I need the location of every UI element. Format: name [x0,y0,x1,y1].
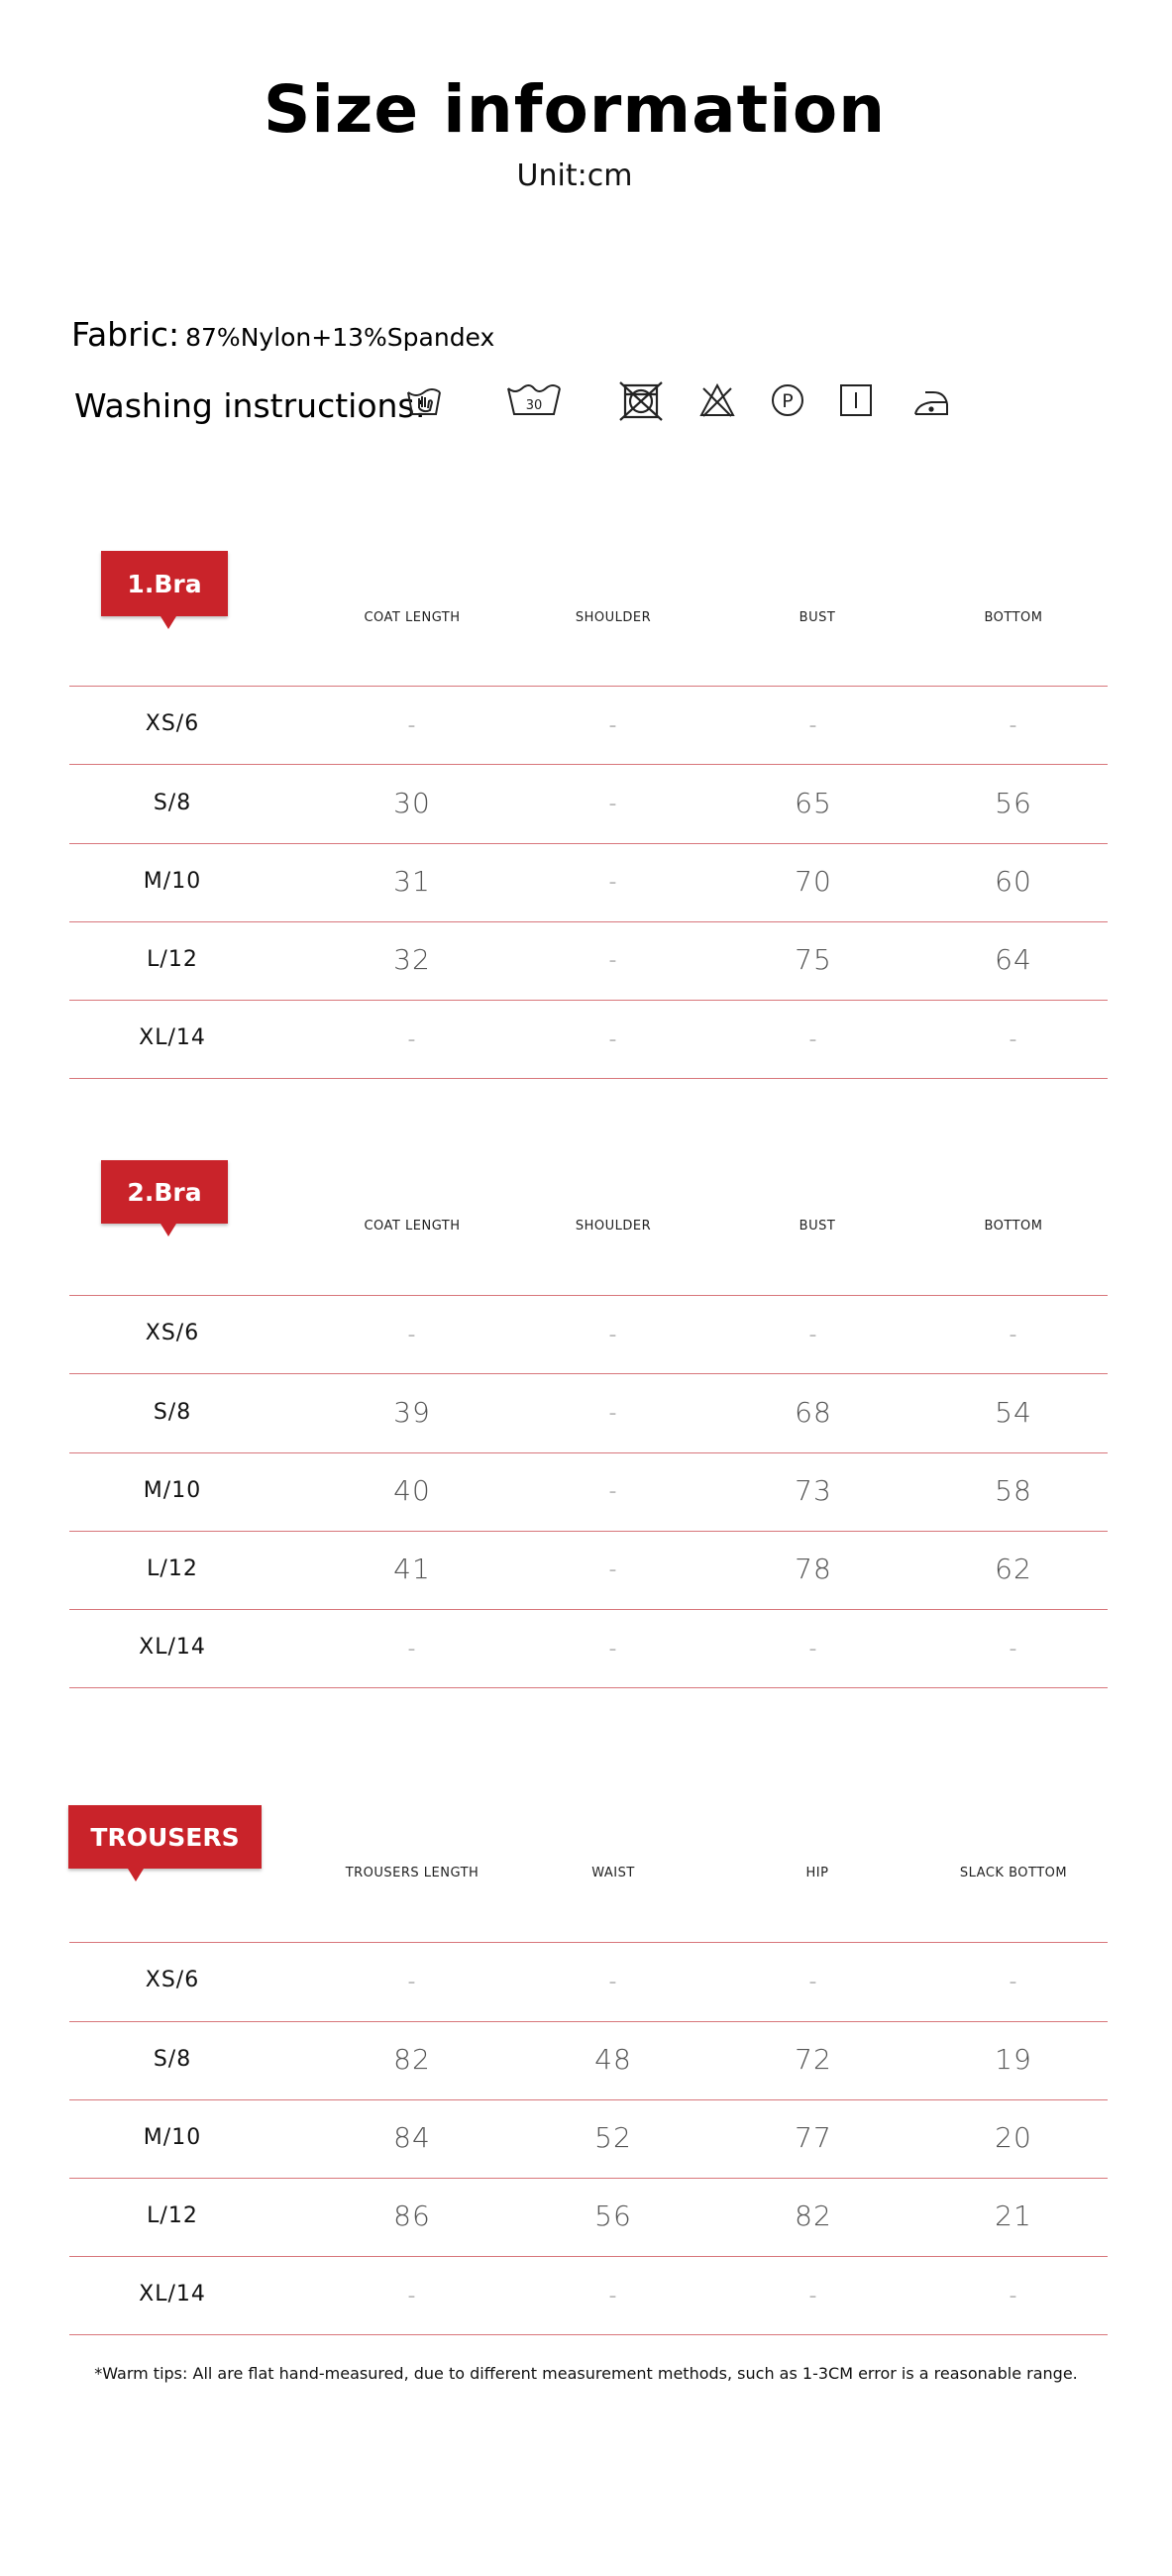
row-divider [69,1531,1108,1532]
size-label: XL/14 [139,1635,206,1660]
column-header: COAT LENGTH [364,1219,461,1234]
table-cell: - [407,2284,417,2308]
table-cell: 77 [795,2121,832,2154]
table-cell: - [407,713,417,738]
table-cell: 82 [393,2043,431,2076]
table-cell: 64 [995,943,1032,976]
do-not-bleach-icon [698,380,736,424]
size-label: XS/6 [145,1968,200,1992]
table-cell: 56 [594,2200,632,2232]
table-cell: - [407,1970,417,1994]
row-divider [69,2021,1108,2022]
table-cell: 60 [995,865,1032,898]
svg-text:30: 30 [525,398,543,413]
svg-text:P: P [782,390,794,412]
table-cell: - [608,1401,618,1426]
table-cell: - [808,2284,818,2308]
table-cell: - [608,948,618,973]
table-cell: - [1009,1637,1018,1662]
column-header: BUST [799,610,836,625]
table-cell: 32 [393,943,431,976]
row-divider [69,764,1108,765]
hand-wash-icon [404,380,444,424]
fabric-info [71,315,494,354]
table-cell: 72 [795,2043,832,2076]
size-label: S/8 [153,2047,192,2072]
table-cell: - [608,1970,618,1994]
unit-label: Unit:cm [516,159,633,193]
table-cell: 62 [995,1553,1032,1585]
table-cell: 70 [795,865,832,898]
table-cell: 19 [995,2043,1032,2076]
table-cell: - [407,1637,417,1662]
size-label: M/10 [143,1478,202,1503]
table-cell: - [808,1637,818,1662]
row-divider [69,2178,1108,2179]
table-cell: - [407,1323,417,1347]
table-cell: 39 [393,1396,431,1429]
table-cell: - [808,1323,818,1347]
table-cell: 58 [995,1474,1032,1507]
table-cell: - [1009,1970,1018,1994]
column-header: COAT LENGTH [364,610,461,625]
table-cell: - [407,1027,417,1052]
row-divider [69,1942,1108,1943]
column-header: BOTTOM [984,610,1043,625]
section-tag: 2.Bra [101,1160,228,1224]
table-cell: - [608,792,618,816]
table-cell: 40 [393,1474,431,1507]
size-label: XS/6 [145,711,200,736]
fabric-value: 87%Nylon+13%Spandex [185,323,495,352]
size-label: L/12 [147,947,198,972]
column-header: TROUSERS LENGTH [345,1866,479,1880]
table-cell: - [1009,1027,1018,1052]
table-cell: 21 [995,2200,1032,2232]
row-divider [69,2099,1108,2100]
size-label: S/8 [153,791,192,815]
table-cell: - [608,713,618,738]
fabric-label: Fabric: [71,315,180,354]
column-header: BOTTOM [984,1219,1043,1234]
iron-low-icon [911,380,951,424]
table-cell: - [1009,1323,1018,1347]
size-label: XL/14 [139,1025,206,1050]
table-cell: - [1009,2284,1018,2308]
row-divider [69,2334,1108,2335]
column-header: HIP [805,1866,829,1880]
row-divider [69,2256,1108,2257]
column-header: WAIST [591,1866,635,1880]
size-label: L/12 [147,2203,198,2228]
column-header: SHOULDER [575,610,652,625]
size-label: L/12 [147,1556,198,1581]
row-divider [69,1000,1108,1001]
column-header: SLACK BOTTOM [959,1866,1068,1880]
row-divider [69,1609,1108,1610]
section-tag: 1.Bra [101,551,228,616]
row-divider [69,1687,1108,1688]
size-label: M/10 [143,2125,202,2150]
table-cell: 20 [995,2121,1032,2154]
column-header: BUST [799,1219,836,1234]
table-cell: - [608,870,618,895]
table-cell: 54 [995,1396,1032,1429]
table-cell: 68 [795,1396,832,1429]
row-divider [69,1452,1108,1453]
table-cell: 65 [795,787,832,819]
table-cell: - [608,1027,618,1052]
size-label: S/8 [153,1400,192,1425]
column-header: SHOULDER [575,1219,652,1234]
table-cell: 41 [393,1553,431,1585]
row-divider [69,1295,1108,1296]
table-cell: 31 [393,865,431,898]
table-cell: - [1009,713,1018,738]
row-divider [69,843,1108,844]
table-cell: 84 [393,2121,431,2154]
size-label: M/10 [143,869,202,894]
table-cell: - [808,713,818,738]
table-cell: - [608,1637,618,1662]
table-cell: 82 [795,2200,832,2232]
size-label: XL/14 [139,2282,206,2307]
section-tag: TROUSERS [68,1805,262,1869]
table-cell: 73 [795,1474,832,1507]
row-divider [69,921,1108,922]
table-cell: 30 [393,787,431,819]
table-cell: - [808,1027,818,1052]
row-divider [69,1373,1108,1374]
table-cell: 56 [995,787,1032,819]
wash-30-icon [505,380,563,424]
table-cell: - [608,2284,618,2308]
row-divider [69,686,1108,687]
size-label: XS/6 [145,1321,200,1345]
table-cell: - [608,1479,618,1504]
table-cell: 52 [594,2121,632,2154]
line-dry-icon [838,380,874,424]
page-title: Size information [263,71,887,148]
row-divider [69,1078,1108,1079]
table-cell: - [808,1970,818,1994]
washing-label: Washing instructions: [74,386,426,425]
table-cell: 48 [594,2043,632,2076]
dry-clean-p-icon [769,380,806,424]
table-cell: 86 [393,2200,431,2232]
table-cell: 78 [795,1553,832,1585]
table-cell: - [608,1323,618,1347]
do-not-tumble-dry-icon [616,380,666,424]
warm-tip-note: *Warm tips: All are flat hand-measured, due to different measurement methods, such as 1-3CM error is a reasonable range. [94,2364,1078,2383]
table-cell: 75 [795,943,832,976]
table-cell: - [608,1557,618,1582]
